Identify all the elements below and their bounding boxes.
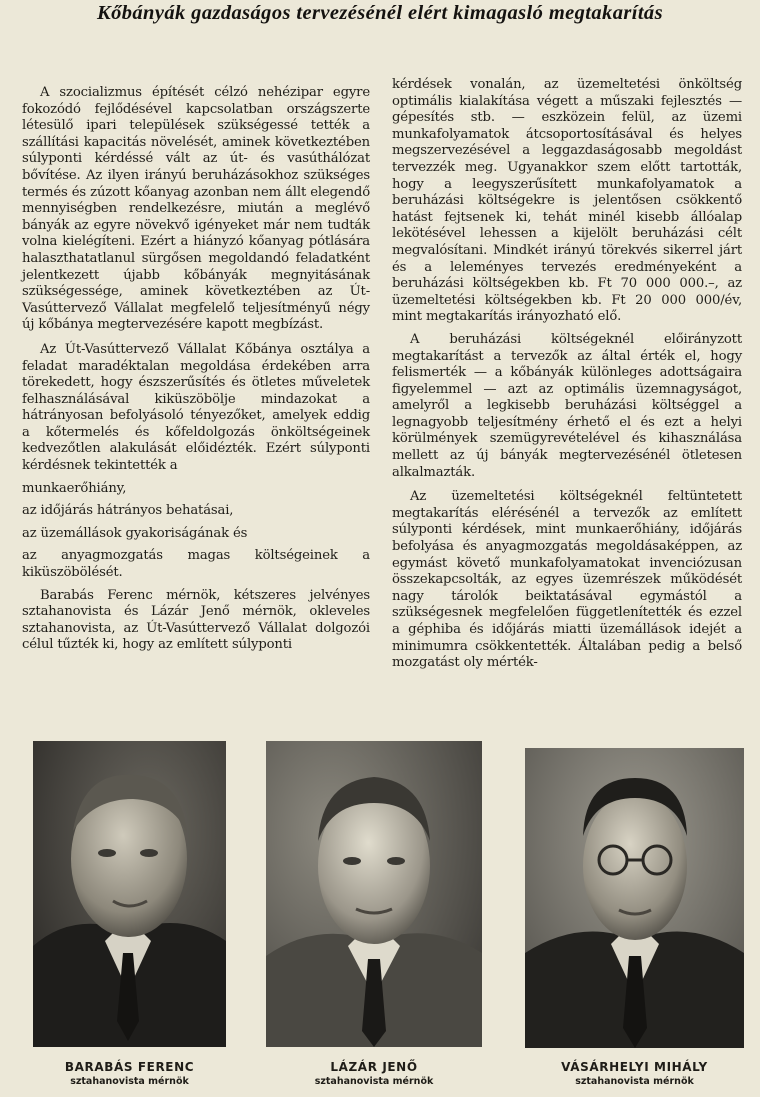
portrait-photo-1 (33, 741, 226, 1047)
right-text-column (392, 77, 742, 672)
person-name: LÁZÁR JENŐ (330, 1060, 418, 1074)
left-text-column (22, 85, 370, 654)
portrait-caption-2 (266, 1060, 482, 1087)
list-item: az anyagmozgatás magas költségeinek a kiküszöbölését. (22, 548, 370, 581)
portrait-caption-1 (33, 1060, 226, 1087)
list-item: az időjárás hátrányos behatásai, (22, 503, 234, 519)
list-item: munkaerőhiány, (22, 480, 127, 496)
paragraph: kérdések vonalán, az üzemeltetési önköltség optimális kialakítása végett a műszaki fejlesztés — gépesítés stb. — eszközein felül, az üzemi munkafolyamatok átcsoportosításával és helyes megszervezésével a leggazdaságosabb megoldást tervezzék meg. Ugyanakkor szem előtt tartották, hogy a leegyszerűsített munkafolyamatok a beruházási költségekre is jelentősen csökkentő hatást fejtsenek ki, tehát minél kisebb állóalap lekötésével lehessen a kijelölt beruházási célt megvalósítani. Mindkét irányú törekvés sikerrel járt és a leleményes tervezés eredményeként a beruházási költségekben kb. Ft 70 000 000.–, az üzemeltetési költségekben kb. Ft 20 000 000/év, mint megtakarítás irányozható elő. (392, 77, 742, 325)
paragraph: A szocializmus építését célzó nehézipar egyre fokozódó fejlődésével kapcsolatban országszerte létesülő ipari települések szükségessé tették a szállítási kapacitás növelését, aminek következtében súlyponti kérdéssé vált az út- és vasúthálózat bővítése. Az ilyen irányú beruházásokhoz szükséges termés és zúzott kőanyag azonban nem állt elegendő mennyiségben rendelkezésre, miután a meglévő bányák az egyre növekvő igényeket már nem tudták volna kielégíteni. Ezért a hiányzó kőanyag pótlására halaszthatatlanul sürgősen megoldandó feladatként jelentkezett újabb kőbányák megnyitásának szükségessége, aminek következtében az Út-Vasúttervező Vállalat megfelelő teljesítményű négy új kőbánya megtervezésére kapott megbízást. (22, 85, 370, 333)
portrait-photo-3 (525, 748, 744, 1048)
person-role: sztahanovista mérnök (575, 1076, 694, 1087)
person-name: VÁSÁRHELYI MIHÁLY (561, 1060, 708, 1074)
article-title: Kőbányák gazdaságos tervezésénél elért kimagasló megtakarítás (97, 2, 663, 24)
paragraph: Az üzemeltetési költségeknél feltüntetett megtakarítás elérésénél a tervezők az említett súlyponti kérdések, mint munkaerőhiány, időjárás befolyása és anyagmozgatás megoldásaképpen, az egymást követő munkafolyamatokat invenciózusan összekapcsolták, az egyes üzemrészek működését nagy tárolók beiktatásával egymástól a szükségesnek megfelelően függetlenítették és ezzel a géphiba és időjárás miatti üzemállások idejét a minimumra csökkentették. Általában pedig a belső mozgatást oly mérték- (392, 489, 742, 671)
portrait-caption-3 (525, 1060, 744, 1087)
person-name: BARABÁS FERENC (64, 1060, 195, 1074)
person-role: sztahanovista mérnök (70, 1076, 189, 1087)
paragraph: Barabás Ferenc mérnök, kétszeres jelvényes sztahanovista és Lázár Jenő mérnök, okleveles sztahanovista, az Út-Vasúttervező Vállalat dolgozói célul tűzték ki, hogy az említett súlyponti (22, 587, 370, 653)
portrait-photo-2 (266, 741, 482, 1047)
paragraph: Az Út-Vasúttervező Vállalat Kőbánya osztálya a feladat maradéktalan megoldása érdekében arra törekedett, hogy észszerűsítés és ötletes műveletek felhasználásával kiküszöbölje mindazokat a hátrányosan befolyásoló tényezőket, amelyek eddig a kőtermelés és kőfeldolgozás önköltségeinek kedvezőtlen alakulását előidézték. Ezért súlyponti kérdésnek tekintették a (22, 341, 370, 474)
paragraph: A beruházási költségeknél előirányzott megtakarítást a tervezők az által érték el, hogy felismerték — a kőbányák különleges adottságaira figyelemmel — azt az optimális üzemnagyságot, amelyről a legkisebb beruházási költséggel a legnagyobb teljesítmény érhető el és ezt a helyi körülmények szemügyrevételével és kihasználása mellett az új bányák megtervezésénél ötletesen alkalmazták. (392, 331, 742, 480)
list-item: az üzemállások gyakoriságának és (22, 525, 248, 541)
problem-list (22, 481, 370, 582)
person-role: sztahanovista mérnök (314, 1076, 434, 1087)
